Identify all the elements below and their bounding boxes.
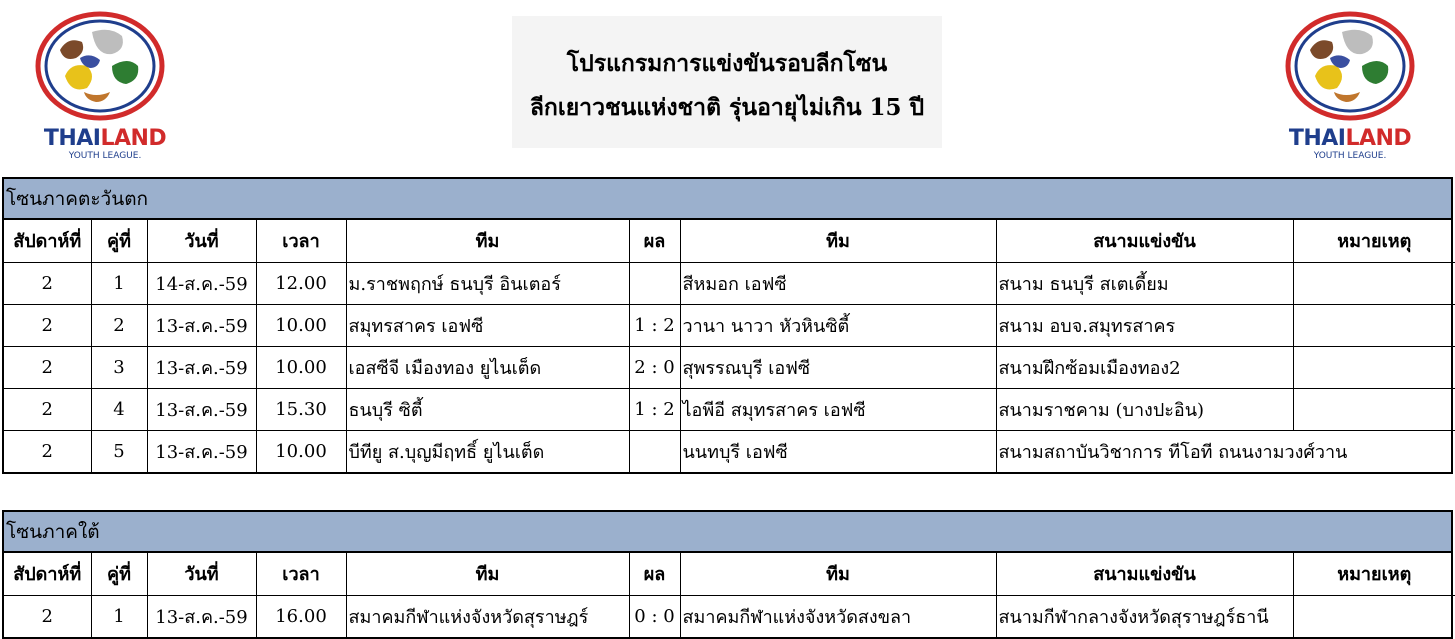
match-cell: 4	[91, 388, 147, 430]
page-title	[512, 16, 942, 148]
note-cell	[1293, 304, 1455, 346]
table-row	[4, 262, 1455, 304]
note-cell	[1293, 262, 1455, 304]
home-team-cell: เอสซีจี เมืองทอง ยูไนเต็ด	[346, 346, 629, 388]
col-score-header: ผล	[629, 220, 680, 262]
week-cell: 2	[4, 262, 91, 304]
note-cell	[1293, 388, 1455, 430]
fixture-table	[4, 553, 1455, 637]
logo-wordmark: THAILAND	[1288, 126, 1412, 151]
time-cell: 10.00	[256, 430, 346, 472]
note-cell	[1293, 595, 1455, 637]
away-team-cell: นนทบุรี เอฟซี	[680, 430, 996, 472]
venue-cell: สนามราชคาม (บางปะอิน)	[996, 388, 1293, 430]
table-header-row	[4, 553, 1455, 595]
col-week-header: สัปดาห์ที่	[4, 553, 91, 595]
venue-cell: สนาม อบจ.สมุทรสาคร	[996, 304, 1293, 346]
table-row	[4, 430, 1455, 472]
col-home-team-header: ทีม	[346, 220, 629, 262]
home-team-cell: บีทียู ส.บุญมีฤทธิ์ ยูไนเต็ด	[346, 430, 629, 472]
away-team-cell: วานา นาวา หัวหินซิตี้	[680, 304, 996, 346]
fixture-table	[4, 220, 1455, 472]
score-cell	[629, 262, 680, 304]
zone-south-table	[2, 510, 1453, 639]
time-cell: 10.00	[256, 346, 346, 388]
home-team-cell: สมาคมกีฬาแห่งจังหวัดสุราษฎร์	[346, 595, 629, 637]
col-date-header: วันที่	[147, 220, 256, 262]
away-team-cell: ไอพีอี สมุทรสาคร เอฟซี	[680, 388, 996, 430]
col-match-header: คู่ที่	[91, 220, 147, 262]
zone-west-table	[2, 177, 1453, 474]
match-cell: 3	[91, 346, 147, 388]
date-cell: 13-ส.ค.-59	[147, 346, 256, 388]
away-team-cell: สมาคมกีฬาแห่งจังหวัดสงขลา	[680, 595, 996, 637]
zone-title: โซนภาคใต้	[4, 512, 1451, 553]
venue-cell: สนามกีฬากลางจังหวัดสุราษฎร์ธานี	[996, 595, 1293, 637]
match-cell: 1	[91, 595, 147, 637]
match-cell: 2	[91, 304, 147, 346]
score-cell: 0 : 0	[629, 595, 680, 637]
col-venue-header: สนามแข่งขัน	[996, 220, 1293, 262]
col-time-header: เวลา	[256, 553, 346, 595]
score-cell	[629, 430, 680, 472]
page-header	[0, 0, 1455, 175]
score-cell: 2 : 0	[629, 346, 680, 388]
col-note-header: หมายเหตุ	[1293, 220, 1455, 262]
score-cell: 1 : 2	[629, 388, 680, 430]
title-line-2: ลีกเยาวชนแห่งชาติ รุ่นอายุไม่เกิน 15 ปี	[529, 94, 925, 121]
week-cell: 2	[4, 304, 91, 346]
week-cell: 2	[4, 346, 91, 388]
table-header-row	[4, 220, 1455, 262]
logo-subtitle: YOUTH LEAGUE.	[68, 151, 142, 161]
home-team-cell: ธนบุรี ซิตี้	[346, 388, 629, 430]
table-row	[4, 346, 1455, 388]
home-team-cell: สมุทรสาคร เอฟซี	[346, 304, 629, 346]
score-cell: 1 : 2	[629, 304, 680, 346]
away-team-cell: สีหมอก เอฟซี	[680, 262, 996, 304]
venue-cell: สนามฝึกซ้อมเมืองทอง2	[996, 346, 1293, 388]
col-time-header: เวลา	[256, 220, 346, 262]
col-away-team-header: ทีม	[680, 220, 996, 262]
table-row	[4, 388, 1455, 430]
title-line-1: โปรแกรมการแข่งขันรอบลีกโซน	[566, 50, 888, 77]
thailand-youth-league-logo-left	[20, 8, 190, 168]
thailand-youth-league-logo-right	[1265, 8, 1435, 168]
date-cell: 13-ส.ค.-59	[147, 304, 256, 346]
col-away-team-header: ทีม	[680, 553, 996, 595]
col-note-header: หมายเหตุ	[1293, 553, 1455, 595]
logo-subtitle: YOUTH LEAGUE.	[1313, 151, 1387, 161]
note-cell	[1293, 346, 1455, 388]
time-cell: 10.00	[256, 304, 346, 346]
week-cell: 2	[4, 595, 91, 637]
venue-cell: สนามสถาบันวิชาการ ทีโอที ถนนงามวงศ์วาน	[996, 430, 1455, 472]
table-row	[4, 304, 1455, 346]
time-cell: 12.00	[256, 262, 346, 304]
col-venue-header: สนามแข่งขัน	[996, 553, 1293, 595]
date-cell: 13-ส.ค.-59	[147, 430, 256, 472]
league-emblem-icon	[1265, 8, 1435, 128]
table-row	[4, 595, 1455, 637]
col-match-header: คู่ที่	[91, 553, 147, 595]
zone-title: โซนภาคตะวันตก	[4, 179, 1451, 220]
col-week-header: สัปดาห์ที่	[4, 220, 91, 262]
away-team-cell: สุพรรณบุรี เอฟซี	[680, 346, 996, 388]
match-cell: 1	[91, 262, 147, 304]
date-cell: 13-ส.ค.-59	[147, 595, 256, 637]
logo-wordmark: THAILAND	[43, 126, 167, 151]
date-cell: 14-ส.ค.-59	[147, 262, 256, 304]
week-cell: 2	[4, 430, 91, 472]
league-emblem-icon	[20, 8, 190, 128]
match-cell: 5	[91, 430, 147, 472]
date-cell: 13-ส.ค.-59	[147, 388, 256, 430]
week-cell: 2	[4, 388, 91, 430]
col-score-header: ผล	[629, 553, 680, 595]
time-cell: 16.00	[256, 595, 346, 637]
home-team-cell: ม.ราชพฤกษ์ ธนบุรี อินเตอร์	[346, 262, 629, 304]
time-cell: 15.30	[256, 388, 346, 430]
col-date-header: วันที่	[147, 553, 256, 595]
venue-cell: สนาม ธนบุรี สเตเดี้ยม	[996, 262, 1293, 304]
col-home-team-header: ทีม	[346, 553, 629, 595]
